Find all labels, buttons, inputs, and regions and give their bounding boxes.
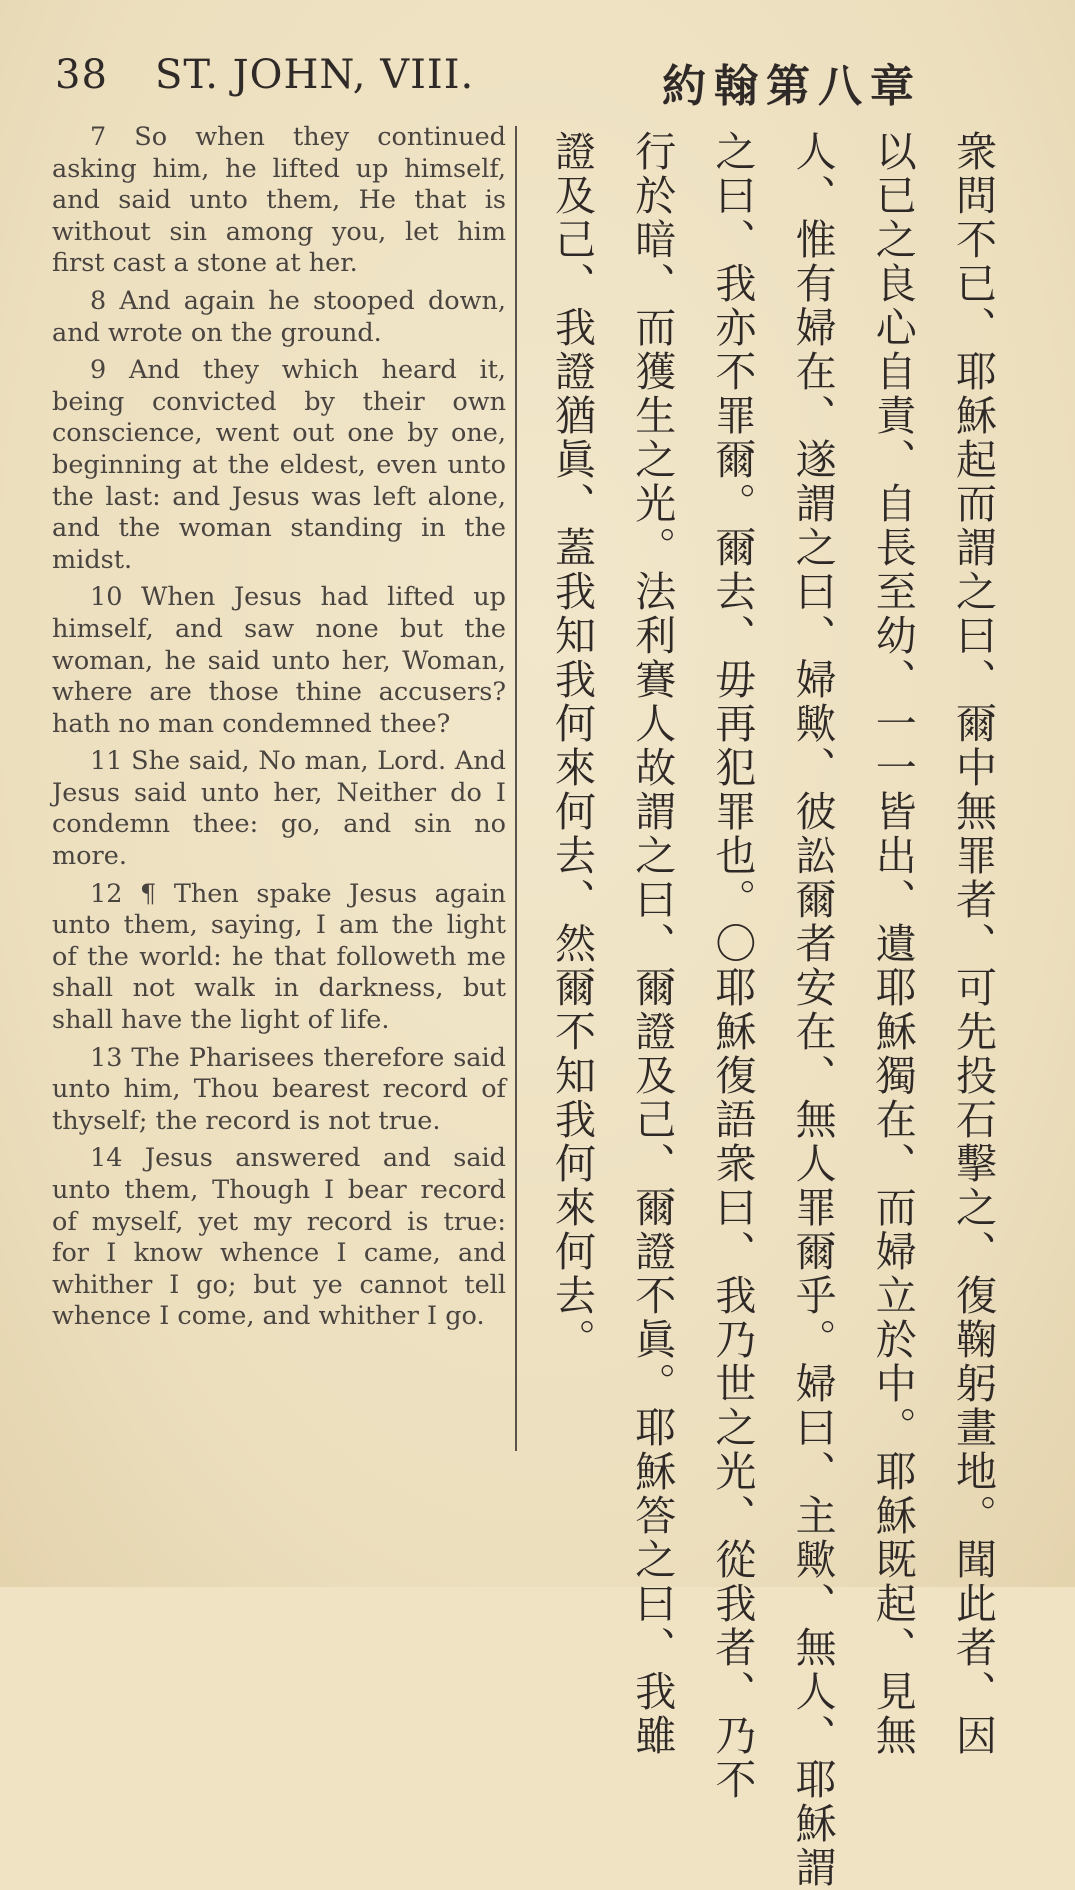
verse-14: 14 Jesus answered and said unto them, Though I bear record of myself, yet my record is true: for I know whence I came, and whither I go; but ye cannot tell whence I come, and whither I go. — [52, 1143, 506, 1332]
verse-13: 13 The Pharisees therefore said unto him, Thou bearest record of thyself; the record is not true. — [52, 1042, 506, 1136]
chinese-column-3: 人、惟有婦在、遂謂之曰、婦歟、彼訟爾者安在、無人罪爾乎。婦曰、主歟、無人、耶穌謂 — [788, 130, 837, 1890]
verse-9: 9 And they which heard it, being convicted by their own conscience, went out one by one, beginning at the eldest, even unto the last: and Jesus was left alone, and the woman standing in the midst. — [52, 355, 506, 575]
verse-12: 12 ¶ Then spake Jesus again unto them, saying, I am the light of the world: he that followeth me shall not walk in darkness, but shall have the light of life. — [52, 878, 506, 1036]
chinese-column-1: 衆問不已、耶穌起而謂之曰、爾中無罪者、可先投石擊之、復鞠躬畫地。聞此者、因 — [948, 130, 997, 1758]
chinese-text-column — [545, 130, 1000, 1890]
chinese-column-2: 以已之良心自責、自長至幼、一一皆出、遺耶穌獨在、而婦立於中。耶穌既起、見無 — [868, 130, 917, 1758]
page-header-english — [55, 52, 474, 98]
chapter-title: ST. JOHN, VIII. — [155, 52, 475, 98]
chinese-column-6: 證及己、我證猶眞、蓋我知我何來何去、然爾不知我何來何去。 — [548, 130, 596, 1362]
verse-10: 10 When Jesus had lifted up himself, and saw none but the woman, he said unto her, Woman, where are those thine accusers? hath no man condemned thee? — [52, 582, 506, 739]
verse-11: 11 She said, No man, Lord. And Jesus said unto her, Neither do I condemn thee: go, and sin no more. — [52, 746, 506, 872]
verse-8: 8 And again he stooped down, and wrote on the ground. — [52, 285, 506, 348]
page-number: 38 — [55, 52, 108, 98]
chapter-title-chinese: 約翰第八章 — [662, 61, 922, 112]
english-text-column — [52, 122, 506, 1339]
chinese-column-4: 之曰、我亦不罪爾。爾去、毋再犯罪也。〇耶穌復語衆曰、我乃世之光、從我者、乃不 — [708, 130, 757, 1802]
verse-7: 7 So when they continued asking him, he lifted up himself, and said unto them, He that is without sin among you, let him first cast a stone at her. — [52, 122, 506, 279]
column-divider — [515, 126, 517, 1451]
chinese-column-5: 行於暗、而獲生之光。法利賽人故謂之曰、爾證及己、爾證不眞。耶穌答之曰、我雖 — [628, 130, 677, 1758]
